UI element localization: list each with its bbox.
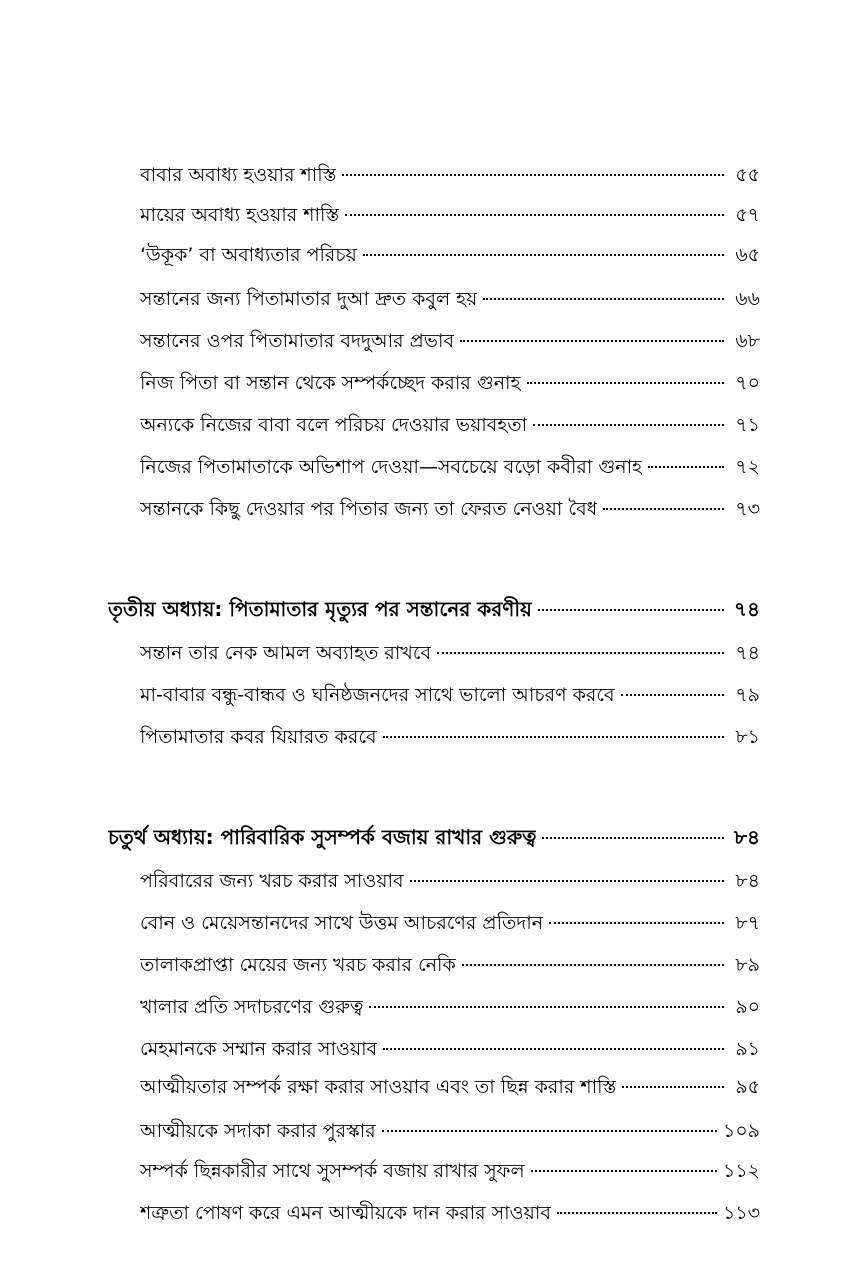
dot-leader [549, 922, 724, 924]
toc-chapter-heading[interactable] [108, 823, 760, 851]
toc-entry-page: ৮১ [735, 726, 760, 748]
dot-leader [531, 1170, 717, 1172]
toc-entry-page: ৬৮ [735, 330, 760, 352]
toc-entry-title: আত্মীয়কে সদাকা করার পুরস্কার [140, 1120, 376, 1142]
toc-entry-title: বাবার অবাধ্য হওয়ার শাস্তি [140, 164, 337, 186]
toc-entry-page: ১১২ [722, 1160, 760, 1182]
toc-entry[interactable] [140, 909, 760, 937]
dot-leader [363, 254, 724, 256]
toc-entry[interactable] [140, 495, 760, 523]
toc-entry-page: ৫৭ [735, 204, 760, 226]
toc-entry[interactable] [140, 327, 760, 355]
toc-entry[interactable] [140, 1157, 760, 1185]
toc-entry-title: মায়ের অবাধ্য হওয়ার শাস্তি [140, 204, 340, 226]
toc-entry[interactable] [140, 285, 760, 313]
dot-leader [622, 1086, 724, 1088]
toc-entry-title: সন্তানকে কিছু দেওয়ার পর পিতার জন্য তা ফেরত নেওয়া বৈধ [140, 498, 598, 520]
dot-leader [383, 1048, 724, 1050]
toc-entry-title: সন্তান তার নেক আমল অব্যাহত রাখবে [140, 642, 432, 664]
dot-leader [527, 382, 724, 384]
toc-entry-title: মেহমানকে সম্মান করার সাওয়াব [140, 1038, 378, 1060]
dot-leader [621, 694, 724, 696]
toc-entry[interactable] [140, 453, 760, 481]
toc-chapter-page: ৭৪ [734, 597, 760, 621]
toc-entry[interactable] [140, 161, 760, 189]
toc-entry-title: সন্তানের ওপর পিতামাতার বদদুআর প্রভাব [140, 330, 455, 352]
toc-entry[interactable] [140, 1117, 760, 1145]
toc-entry[interactable] [140, 993, 760, 1021]
dot-leader [369, 1006, 724, 1008]
toc-entry[interactable] [140, 411, 760, 439]
dot-leader [603, 508, 724, 510]
toc-entry-page: ৮৪ [735, 870, 760, 892]
toc-entry-page: ৭০ [735, 372, 760, 394]
toc-entry[interactable] [140, 1073, 760, 1101]
toc-entry[interactable] [140, 201, 760, 229]
dot-leader [342, 174, 724, 176]
toc-entry[interactable] [140, 1035, 760, 1063]
toc-entry-title: অন্যকে নিজের বাবা বলে পরিচয় দেওয়ার ভয়াবহতা [140, 414, 528, 436]
toc-entry-page: ৯০ [735, 996, 760, 1018]
toc-entry-page: ১১৩ [722, 1202, 760, 1224]
toc-entry-page: ৭৯ [735, 684, 760, 706]
dot-leader [533, 424, 724, 426]
toc-entry-page: ৬৫ [735, 244, 760, 266]
toc-chapter-title: চতুর্থ অধ্যায়: পারিবারিক সুসম্পর্ক বজায় রাখার গুরুত্ব [108, 825, 537, 849]
toc-entry-title: নিজের পিতামাতাকে অভিশাপ দেওয়া—সবচেয়ে বড়ো কবীরা গুনাহ [140, 456, 643, 478]
toc-entry-title: সম্পর্ক ছিন্নকারীর সাথে সুসম্পর্ক বজায় রাখার সুফল [140, 1160, 525, 1182]
toc-entry-title: খালার প্রতি সদাচরণের গুরুত্ব [140, 996, 364, 1018]
toc-entry[interactable] [140, 723, 760, 751]
toc-chapter-page: ৮৪ [734, 825, 760, 849]
dot-leader [557, 1212, 717, 1214]
toc-entry-page: ৮৭ [735, 912, 760, 934]
toc-entry-title: শত্রুতা পোষণ করে এমন আত্মীয়কে দান করার সাওয়াব [140, 1202, 551, 1224]
toc-entry-title: বোন ও মেয়েসন্তানদের সাথে উত্তম আচরণের প্রতিদান [140, 912, 544, 934]
dot-leader [462, 964, 724, 966]
toc-entry-page: ৯১ [735, 1038, 760, 1060]
toc-entry[interactable] [140, 639, 760, 667]
toc-entry-page: ১০৯ [722, 1120, 760, 1142]
toc-entry-page: ৭৩ [735, 498, 760, 520]
toc-entry[interactable] [140, 681, 760, 709]
dot-leader [437, 652, 724, 654]
toc-entry[interactable] [140, 241, 760, 269]
dot-leader [542, 837, 724, 839]
toc-chapter-heading[interactable] [108, 595, 760, 623]
toc-entry-title: পিতামাতার কবর যিয়ারত করবে [140, 726, 377, 748]
toc-entry[interactable] [140, 867, 760, 895]
toc-entry-page: ৭৪ [735, 642, 760, 664]
toc-entry-page: ৮৯ [735, 954, 760, 976]
toc-entry-page: ৫৫ [735, 164, 760, 186]
toc-entry-page: ৭১ [735, 414, 760, 436]
toc-entry-title: আত্মীয়তার সম্পর্ক রক্ষা করার সাওয়াব এবং তা ছিন্ন করার শাস্তি [140, 1076, 617, 1098]
toc-entry-title: ‘উকূক’ বা অবাধ্যতার পরিচয় [140, 244, 357, 266]
toc-chapter-title: তৃতীয় অধ্যায়: পিতামাতার মৃত্যুর পর সন্তানের করণীয় [108, 597, 532, 621]
toc-entry[interactable] [140, 1199, 760, 1227]
toc-entry-title: পরিবারের জন্য খরচ করার সাওয়াব [140, 870, 404, 892]
dot-leader [410, 880, 724, 882]
dot-leader [460, 340, 724, 342]
dot-leader [345, 214, 724, 216]
dot-leader [648, 466, 724, 468]
toc-entry-title: তালাকপ্রাপ্তা মেয়ের জন্য খরচ করার নেকি [140, 954, 456, 976]
dot-leader [383, 736, 724, 738]
toc-entry-page: ৭২ [735, 456, 760, 478]
toc-entry-title: মা-বাবার বন্ধু-বান্ধব ও ঘনিষ্ঠজনদের সাথে ভালো আচরণ করবে [140, 684, 615, 706]
toc-entry-page: ৯৫ [735, 1076, 760, 1098]
toc-entry-title: নিজ পিতা বা সন্তান থেকে সম্পর্কচ্ছেদ করার গুনাহ [140, 372, 521, 394]
dot-leader [382, 1130, 717, 1132]
toc-entry[interactable] [140, 369, 760, 397]
dot-leader [538, 609, 724, 611]
dot-leader [483, 298, 724, 300]
toc-entry-page: ৬৬ [735, 288, 760, 310]
toc-entry-title: সন্তানের জন্য পিতামাতার দুআ দ্রুত কবুল হয় [140, 288, 478, 310]
toc-entry[interactable] [140, 951, 760, 979]
